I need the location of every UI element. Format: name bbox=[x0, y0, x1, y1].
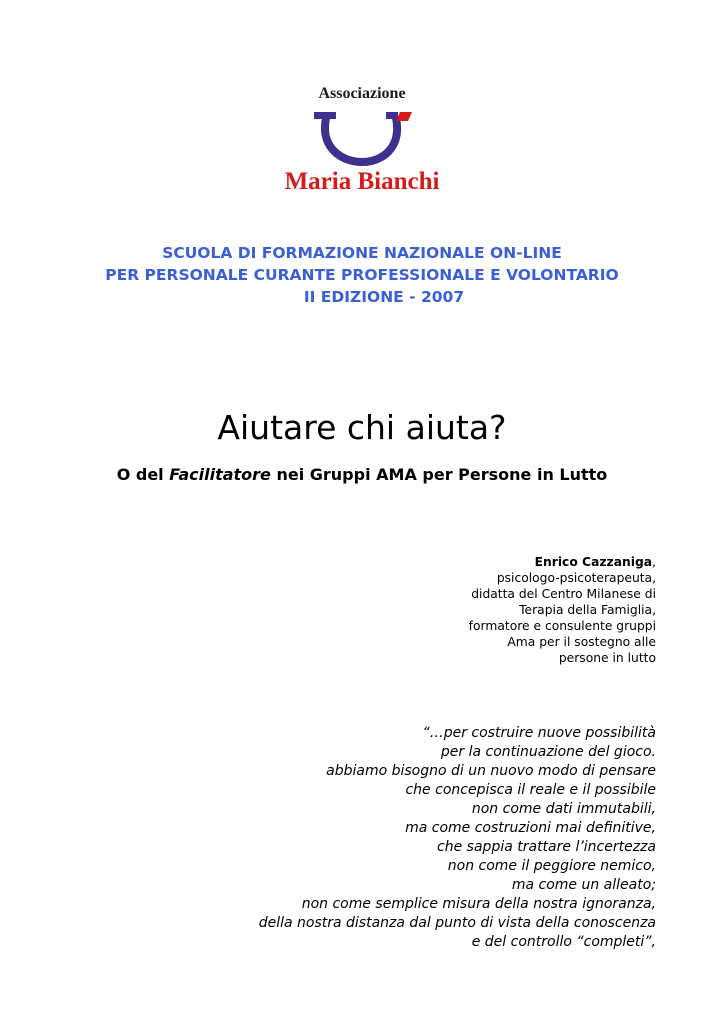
quote-line: “…per costruire nuove possibilità bbox=[422, 725, 656, 741]
author-name-suffix: , bbox=[652, 555, 656, 569]
logo-left-bar-shape bbox=[314, 112, 336, 119]
logo-ring-shape bbox=[325, 118, 397, 162]
quote-line: non come dati immutabili, bbox=[471, 801, 656, 817]
quote-line: non come il peggiore nemico, bbox=[447, 858, 656, 874]
quote-line: e del controllo “completi”, bbox=[471, 934, 656, 950]
school-line-1: SCUOLA DI FORMAZIONE NAZIONALE ON-LINE bbox=[162, 244, 562, 262]
quote-line: della nostra distanza dal punto di vista della conoscenza bbox=[258, 915, 656, 931]
logo-accent-shape bbox=[396, 112, 412, 121]
author-line: Terapia della Famiglia, bbox=[519, 603, 656, 617]
author-line: didatta del Centro Milanese di bbox=[471, 587, 656, 601]
author-line: formatore e consulente gruppi bbox=[468, 619, 656, 633]
association-label: Associazione bbox=[318, 85, 406, 102]
quote-line: abbiamo bisogno di un nuovo modo di pensare bbox=[326, 763, 656, 779]
document-subtitle bbox=[0, 465, 724, 484]
author-block bbox=[356, 554, 656, 666]
author-line: psicologo-psicoterapeuta, bbox=[496, 571, 656, 585]
association-logo-icon bbox=[312, 108, 412, 168]
logo-right-bar-shape bbox=[386, 112, 398, 119]
quote-line: per la continuazione del gioco. bbox=[440, 744, 656, 760]
author-name: Enrico Cazzaniga bbox=[534, 555, 653, 569]
quote-line: non come semplice misura della nostra ignoranza, bbox=[301, 896, 656, 912]
school-line-3: II EDIZIONE - 2007 bbox=[303, 288, 465, 306]
author-name-line bbox=[356, 554, 656, 570]
subtitle-suffix: nei Gruppi AMA per Persone in Lutto bbox=[270, 465, 608, 484]
subtitle-emphasis: Facilitatore bbox=[169, 465, 271, 484]
epigraph-quote bbox=[136, 724, 656, 952]
document-title: Aiutare chi aiuta? bbox=[217, 408, 507, 447]
quote-line: che sappia trattare l’incertezza bbox=[437, 839, 656, 855]
quote-line: ma come costruzioni mai definitive, bbox=[405, 820, 656, 836]
school-heading bbox=[0, 242, 724, 308]
author-line: Ama per il sostegno alle bbox=[507, 635, 656, 649]
quote-line: che concepisca il reale e il possibile bbox=[405, 782, 656, 798]
quote-line: ma come un alleato; bbox=[511, 877, 656, 893]
subtitle-prefix: O del bbox=[116, 465, 170, 484]
author-line: persone in lutto bbox=[558, 651, 656, 665]
school-line-2: PER PERSONALE CURANTE PROFESSIONALE E VOLONTARIO bbox=[105, 266, 619, 284]
organization-name: Maria Bianchi bbox=[284, 168, 440, 195]
